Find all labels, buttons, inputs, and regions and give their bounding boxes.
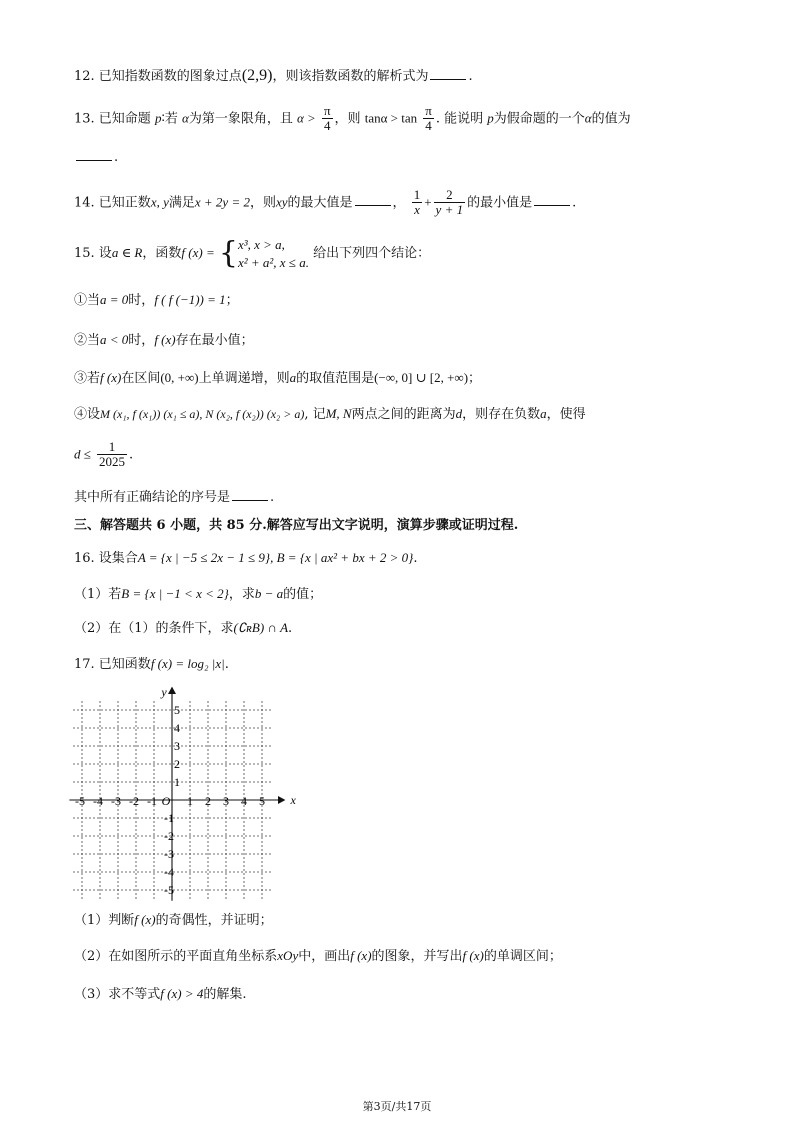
y-tick-label: 2 <box>174 757 180 771</box>
q16-end: . <box>413 551 418 566</box>
pi-over-4-fraction <box>322 104 333 134</box>
y-tick-label: 5 <box>174 703 180 717</box>
case-2: x² + a², x ≤ a. <box>237 254 309 270</box>
case-1: x³, x > a, <box>237 237 285 252</box>
c3-mid1: 在区间 <box>121 371 161 386</box>
answer-blank-13[interactable] <box>76 148 112 161</box>
q13-colon: ∶若 <box>161 111 178 127</box>
q13-mid4: 为假命题的一个 <box>493 111 585 127</box>
question-13-line2 <box>74 148 118 166</box>
x-tick-label: -5 <box>75 794 85 808</box>
y-tick-label: -3 <box>164 847 174 861</box>
q14-end: 的最小值是 <box>467 195 533 211</box>
tick-labels <box>75 685 297 897</box>
q14-plus: + <box>424 194 432 210</box>
q15-post: 给出下列四个结论： <box>313 246 431 262</box>
q13-alpha: α <box>181 110 189 126</box>
pi-over-4-fraction-2 <box>423 104 434 134</box>
c2-end: 存在最小值； <box>175 333 254 348</box>
question-17-part-2 <box>74 948 562 965</box>
c4-mid2: 两点之间的距离为 <box>351 407 456 422</box>
question-16-part-1 <box>74 586 322 603</box>
c3-mid3: 的取值范围是 <box>296 371 375 386</box>
c3-a: a <box>289 370 297 385</box>
q14-mid3: 的最大值是 <box>287 195 353 211</box>
question-15 <box>74 236 430 271</box>
q17-p3-expr: f (x) > 4 <box>160 986 204 1001</box>
q16-p2-end: . <box>288 621 293 636</box>
question-17 <box>74 656 229 673</box>
frac-num: 2 <box>434 188 466 203</box>
c1-expr: f ( f (−1)) = 1 <box>154 292 226 307</box>
q16-p1-B: B = {x | −1 < x < 2} <box>121 586 229 601</box>
y-axis-label: y <box>161 685 167 699</box>
c4-d-le: d ≤ <box>74 446 91 462</box>
q13-mid1: 为第一象限角，且 <box>188 111 293 127</box>
question-17-part-1 <box>74 912 273 929</box>
c4-end: ，使得 <box>546 407 586 422</box>
q16-p2-expr: (∁ʀB) ∩ A <box>233 620 289 635</box>
x-axis-arrow <box>278 796 285 804</box>
y-tick-label: -5 <box>164 883 174 897</box>
two-over-y-plus-1-fraction <box>434 188 466 218</box>
x-tick-label: 4 <box>241 794 247 808</box>
q13-p: p <box>154 110 162 126</box>
q16-sets: A = {x | −5 ≤ 2x − 1 ≤ 9}, B = {x | ax² + bx + 2 > 0} <box>137 550 414 565</box>
frac-den: 2025 <box>99 454 126 470</box>
answer-blank-15[interactable] <box>232 488 268 501</box>
y-tick-label: 4 <box>174 721 180 735</box>
x-tick-label: 1 <box>187 794 193 808</box>
x-tick-label: -2 <box>129 794 139 808</box>
q15-conclusion-1 <box>74 292 239 309</box>
q13-gt: α > <box>296 110 316 126</box>
q14-text: 14. 已知正数 <box>74 195 151 211</box>
x-tick-label: 3 <box>223 794 229 808</box>
q14-mid2: ，则 <box>249 195 276 211</box>
c3-interval: (0, +∞) <box>160 370 199 385</box>
q16-p1-mid: ，求 <box>228 587 255 602</box>
q12-point: (2,9) <box>241 67 273 84</box>
q13-end: 的值为 <box>591 111 631 127</box>
c1-end: ； <box>225 293 239 308</box>
answer-blank-14b[interactable] <box>534 193 570 206</box>
q15-conclusion-3 <box>74 370 481 387</box>
q17-text: 17. 已知函数 <box>74 657 151 672</box>
question-16-part-2 <box>74 620 292 637</box>
c4-expr: M (x₁, f (x₁)) (x₁ ≤ a), N (x₂, f (x₂)) (x₂ > a) <box>100 407 305 421</box>
x-tick-label: -4 <box>93 794 103 808</box>
c3-end: ； <box>468 371 482 386</box>
c2-a: a < 0 <box>100 332 129 347</box>
q17-p3-pre: （3）求不等式 <box>74 987 161 1002</box>
c4-mid1: , 记 <box>304 407 326 422</box>
q13-tan: tanα > tan <box>364 110 418 126</box>
q14-vars: x, y <box>150 194 169 210</box>
q14-mid1: 满足 <box>168 195 195 211</box>
q12-end: . <box>468 69 473 84</box>
c2-mid: 时， <box>128 333 155 348</box>
c3-mid2: 上单调递增，则 <box>198 371 290 386</box>
page-footer: 第3页/共17页 <box>362 1100 432 1113</box>
answer-blank-14a[interactable] <box>355 193 391 206</box>
one-over-2025-fraction <box>97 440 127 470</box>
q16-p2-pre: （2）在（1）的条件下，求 <box>74 621 234 636</box>
frac-den: x <box>414 202 420 218</box>
y-tick-label: 1 <box>174 775 180 789</box>
q17-p2-mid: 中，画出 <box>298 949 351 964</box>
q14-xy: xy <box>275 194 288 210</box>
frac-den: 4 <box>324 118 331 134</box>
question-17-part-3 <box>74 986 246 1003</box>
coordinate-grid[interactable] <box>72 682 296 898</box>
q15-final <box>74 488 274 506</box>
q13-mid3: . 能说明 <box>435 111 484 127</box>
q13-line2-end: . <box>114 150 119 165</box>
frac-num: π <box>323 103 331 118</box>
q17-p1-f: f (x) <box>134 912 156 927</box>
y-tick-label: -1 <box>164 811 174 825</box>
q15-fx: f (x) = <box>181 245 215 261</box>
q16-p1-ba: b − a <box>254 586 284 601</box>
left-brace: { <box>218 235 238 271</box>
c4-pre: ④设 <box>74 407 101 422</box>
y-tick-label: 3 <box>174 739 180 753</box>
c3-range: (−∞, 0] ∪ [2, +∞) <box>374 370 469 385</box>
x-tick-label: -3 <box>111 794 121 808</box>
q12-text: 12. 已知指数函数的图象过点 <box>74 69 242 84</box>
q15-final-end: . <box>270 490 275 505</box>
c4-d: d <box>455 406 463 421</box>
one-over-x-fraction <box>412 188 423 218</box>
frac-num: 1 <box>413 187 421 202</box>
question-16 <box>74 550 417 567</box>
c1-mid: 时， <box>128 293 155 308</box>
y-tick-label: -2 <box>164 829 174 843</box>
frac-den: 4 <box>425 118 432 134</box>
c2-pre: ②当 <box>74 333 101 348</box>
q15-mid: ，函数 <box>142 246 182 262</box>
q17-fx: f (x) = log₂ |x| <box>150 656 225 671</box>
c1-a: a = 0 <box>100 292 129 307</box>
frac-num: π <box>425 103 432 118</box>
frac-den: y + 1 <box>435 202 464 218</box>
c2-expr: f (x) <box>154 332 176 347</box>
piecewise-cases <box>238 236 309 271</box>
q15-aR: a ∈ R <box>111 245 143 261</box>
c4-mid3: ，则存在负数 <box>462 407 541 422</box>
q13-p2: p <box>487 110 494 126</box>
question-13 <box>74 104 631 134</box>
q14-comma: ， <box>392 195 406 211</box>
q17-p2-mid2: 的图象，并写出 <box>371 949 463 964</box>
q17-p1-pre: （1）判断 <box>74 913 135 928</box>
origin-label: O <box>161 794 171 808</box>
q17-p3-end: 的解集. <box>203 987 247 1002</box>
q17-p2-f2: f (x) <box>462 948 484 963</box>
c3-pre: ③若 <box>74 371 101 386</box>
x-tick-label: 5 <box>259 794 265 808</box>
x-tick-label: -1 <box>147 794 157 808</box>
q13-text: 13. 已知命题 <box>74 111 151 127</box>
c3-f: f (x) <box>100 370 122 385</box>
q17-p2-pre: （2）在如图所示的平面直角坐标系 <box>74 949 278 964</box>
q17-p2-xoy: xOy <box>277 948 299 963</box>
y-tick-label: -4 <box>164 865 174 879</box>
q14-eq: x + 2y = 2 <box>194 194 250 210</box>
y-axis-arrow <box>168 687 176 694</box>
c4-mn: M, N <box>325 406 352 421</box>
q15-text: 15. 设 <box>74 246 112 262</box>
c1-pre: ①当 <box>74 293 101 308</box>
q17-p2-f: f (x) <box>350 948 372 963</box>
q15-conclusion-4 <box>74 406 586 423</box>
q15-conclusion-2 <box>74 332 254 349</box>
c4-a: a <box>540 406 547 421</box>
x-tick-label: 2 <box>205 794 211 808</box>
q15-final-text: 其中所有正确结论的序号是 <box>74 490 231 505</box>
section-3-heading: 三、解答题共 6 小题，共 85 分.解答应写出文字说明，演算步骤或证明过程. <box>74 518 519 533</box>
question-12 <box>74 66 473 85</box>
q15-conclusion-4-line2 <box>74 440 133 470</box>
answer-blank-12[interactable] <box>430 67 466 80</box>
x-axis-label: x <box>290 793 296 807</box>
q17-p1-end: 的奇偶性，并证明； <box>155 913 273 928</box>
question-14 <box>74 188 576 218</box>
q17-p2-end: 的单调区间； <box>483 949 562 964</box>
q17-end: . <box>224 657 229 672</box>
q12-text-2: ，则该指数函数的解析式为 <box>272 69 429 84</box>
frac-num: 1 <box>97 440 127 455</box>
c4-dot: . <box>129 447 134 463</box>
q13-alpha2: α <box>584 110 592 126</box>
q16-p1-pre: （1）若 <box>74 587 122 602</box>
q13-mid2: ，则 <box>334 111 361 127</box>
q14-dot: . <box>572 195 577 211</box>
q16-p1-end: 的值； <box>283 587 323 602</box>
q16-text: 16. 设集合 <box>74 551 138 566</box>
